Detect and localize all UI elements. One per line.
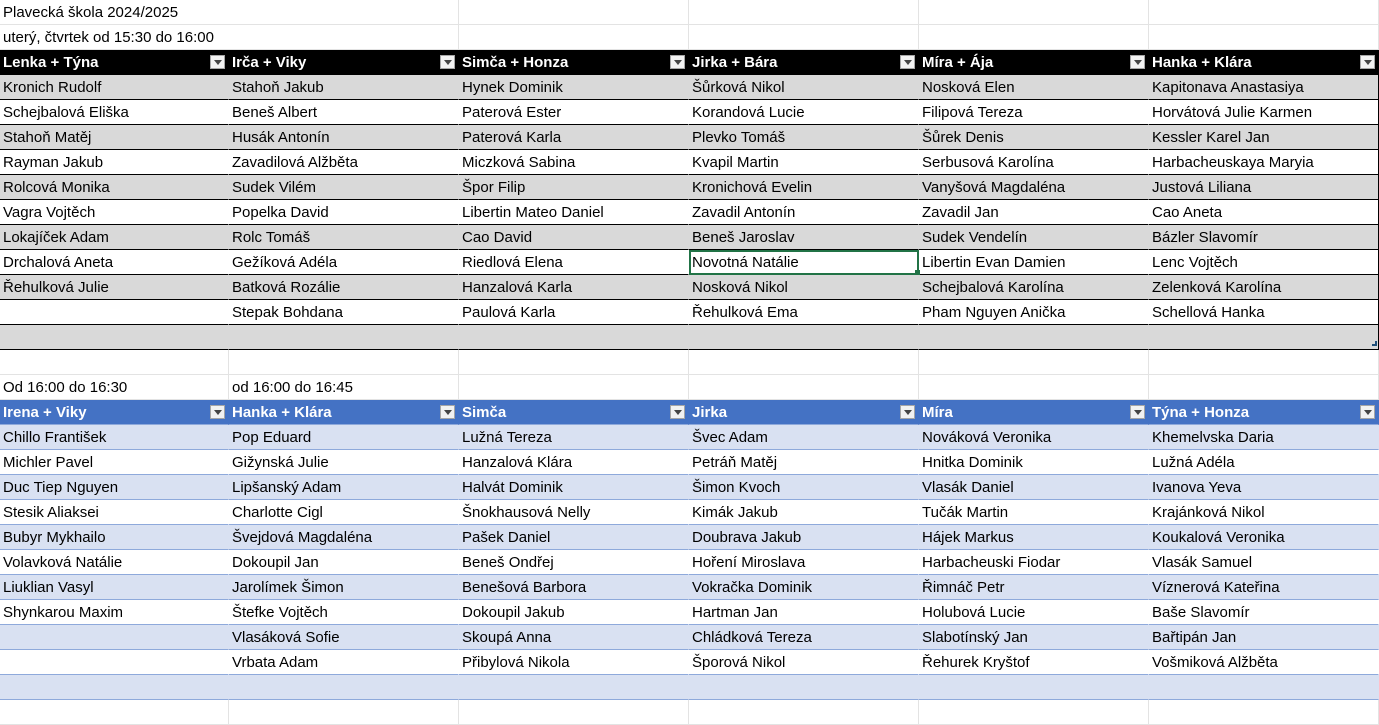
schedule-cell[interactable]: Od 16:00 do 16:30 [0, 375, 229, 400]
student-name-cell[interactable]: Vlasák Daniel [919, 475, 1149, 500]
student-name-cell[interactable]: Chillo František [0, 425, 229, 450]
filter-dropdown-icon[interactable] [1360, 405, 1375, 419]
student-name-cell[interactable]: Baše Slavomír [1149, 600, 1379, 625]
sheet-row [0, 350, 1379, 375]
student-name-cell[interactable]: Bařtipán Jan [1149, 625, 1379, 650]
sheet-row [0, 375, 1379, 400]
table-header-row [0, 400, 1379, 425]
empty-cell[interactable] [459, 375, 689, 400]
student-name-cell[interactable]: Stesik Aliaksei [0, 500, 229, 525]
student-name-cell[interactable] [229, 675, 459, 700]
student-name-cell[interactable] [0, 300, 229, 325]
student-name-cell[interactable]: Gižynská Julie [229, 450, 459, 475]
student-name-cell[interactable]: Paterová Ester [459, 100, 689, 125]
student-name-cell[interactable]: Lužná Tereza [459, 425, 689, 450]
title-cell[interactable]: Plavecká škola 2024/2025 [0, 0, 229, 25]
empty-cell[interactable] [459, 0, 689, 25]
table-row [0, 300, 1379, 325]
student-name-cell[interactable]: Batková Rozálie [229, 275, 459, 300]
empty-cell[interactable] [229, 350, 459, 375]
column-header[interactable] [1149, 50, 1379, 75]
empty-cell[interactable] [1149, 700, 1379, 725]
column-header-label: Týna + Honza [1152, 404, 1250, 421]
empty-cell[interactable] [459, 700, 689, 725]
table-row [0, 275, 1379, 300]
column-header-label: Irča + Viky [232, 54, 307, 71]
student-name-cell[interactable]: Sudek Vilém [229, 175, 459, 200]
empty-cell[interactable] [919, 375, 1149, 400]
student-name-cell[interactable]: Harbacheuski Fiodar [919, 550, 1149, 575]
student-name-cell[interactable]: Nosková Nikol [689, 275, 919, 300]
student-name-cell[interactable]: Zavadilová Alžběta [229, 150, 459, 175]
student-name-cell[interactable]: Kapitonava Anastasiya [1149, 75, 1379, 100]
student-name-cell[interactable]: Duc Tiep Nguyen [0, 475, 229, 500]
student-name-cell[interactable]: Shynkarou Maxim [0, 600, 229, 625]
student-name-cell[interactable]: Zavadil Jan [919, 200, 1149, 225]
filter-dropdown-icon[interactable] [210, 405, 225, 419]
table-row [0, 100, 1379, 125]
student-name-cell[interactable]: Hartman Jan [689, 600, 919, 625]
student-name-cell[interactable]: Petráň Matěj [689, 450, 919, 475]
student-name-cell[interactable]: Vanyšová Magdaléna [919, 175, 1149, 200]
student-name-cell[interactable] [1149, 325, 1379, 350]
student-name-cell[interactable]: Justová Liliana [1149, 175, 1379, 200]
student-name-cell[interactable]: Dokoupil Jan [229, 550, 459, 575]
student-name-cell[interactable]: Bázler Slavomír [1149, 225, 1379, 250]
table-row [0, 450, 1379, 475]
student-name-cell[interactable]: Benešová Barbora [459, 575, 689, 600]
student-name-cell[interactable]: Lokajíček Adam [0, 225, 229, 250]
student-name-cell[interactable]: Paulová Karla [459, 300, 689, 325]
student-name-cell[interactable]: Vagra Vojtěch [0, 200, 229, 225]
column-header[interactable] [919, 400, 1149, 425]
student-name-cell[interactable]: Stahoň Matěj [0, 125, 229, 150]
student-name-cell[interactable]: Skoupá Anna [459, 625, 689, 650]
student-name-cell[interactable]: Víznerová Kateřina [1149, 575, 1379, 600]
student-name-cell[interactable] [919, 675, 1149, 700]
column-header-label: Míra [922, 404, 953, 421]
column-header[interactable] [0, 50, 229, 75]
student-name-cell[interactable]: Doubrava Jakub [689, 525, 919, 550]
table-row [0, 125, 1379, 150]
empty-cell[interactable] [689, 375, 919, 400]
student-name-cell[interactable] [229, 325, 459, 350]
column-header[interactable] [229, 50, 459, 75]
student-name-cell[interactable]: Jarolímek Šimon [229, 575, 459, 600]
student-name-cell[interactable]: Korandová Lucie [689, 100, 919, 125]
student-name-cell[interactable] [689, 325, 919, 350]
column-header-label: Míra + Ája [922, 54, 994, 71]
student-name-cell[interactable]: Lužná Adéla [1149, 450, 1379, 475]
table-row [0, 150, 1379, 175]
student-name-cell[interactable]: Beneš Ondřej [459, 550, 689, 575]
column-header[interactable] [689, 400, 919, 425]
student-name-cell[interactable]: Hanzalová Klára [459, 450, 689, 475]
student-name-cell[interactable]: Kessler Karel Jan [1149, 125, 1379, 150]
student-name-cell[interactable]: Řehurek Kryštof [919, 650, 1149, 675]
student-name-cell[interactable]: Khemelvska Daria [1149, 425, 1379, 450]
student-name-cell[interactable]: Horvátová Julie Karmen [1149, 100, 1379, 125]
empty-cell[interactable] [0, 700, 229, 725]
table-row [0, 175, 1379, 200]
student-name-cell[interactable]: Chládková Tereza [689, 625, 919, 650]
column-header-label: Lenka + Týna [3, 54, 99, 71]
column-header-label: Simča [462, 404, 507, 421]
student-name-cell[interactable]: Libertin Mateo Daniel [459, 200, 689, 225]
student-name-cell[interactable]: Kronich Rudolf [0, 75, 229, 100]
student-name-cell[interactable]: Šůrek Denis [919, 125, 1149, 150]
student-name-cell[interactable]: Šimon Kvoch [689, 475, 919, 500]
column-header-label: Jirka [692, 404, 728, 421]
column-header[interactable] [0, 400, 229, 425]
selected-cell[interactable]: Novotná Natálie [689, 250, 919, 275]
student-name-cell[interactable]: Šnokhausová Nelly [459, 500, 689, 525]
student-name-cell[interactable] [1149, 675, 1379, 700]
student-name-cell[interactable]: Nosková Elen [919, 75, 1149, 100]
student-name-cell[interactable]: Přibylová Nikola [459, 650, 689, 675]
student-name-cell[interactable]: Švejdová Magdaléna [229, 525, 459, 550]
table-row [0, 600, 1379, 625]
empty-cell[interactable] [919, 350, 1149, 375]
student-name-cell[interactable] [459, 325, 689, 350]
student-name-cell[interactable]: Popelka David [229, 200, 459, 225]
student-name-cell[interactable]: Koukalová Veronika [1149, 525, 1379, 550]
table-row [0, 675, 1379, 700]
student-name-cell[interactable]: Stepak Bohdana [229, 300, 459, 325]
column-header-label: Jirka + Bára [692, 54, 778, 71]
student-name-cell[interactable]: Kimák Jakub [689, 500, 919, 525]
student-name-cell[interactable]: Pop Eduard [229, 425, 459, 450]
student-name-cell[interactable]: Sudek Vendelín [919, 225, 1149, 250]
student-name-cell[interactable]: Hoření Miroslava [689, 550, 919, 575]
student-name-cell[interactable]: Nováková Veronika [919, 425, 1149, 450]
empty-cell[interactable] [1149, 350, 1379, 375]
filter-dropdown-icon[interactable] [1130, 405, 1145, 419]
empty-cell[interactable] [919, 700, 1149, 725]
student-name-cell[interactable]: Drchalová Aneta [0, 250, 229, 275]
student-name-cell[interactable]: Paterová Karla [459, 125, 689, 150]
student-name-cell[interactable]: Libertin Evan Damien [919, 250, 1149, 275]
student-name-cell[interactable]: Volavková Natálie [0, 550, 229, 575]
student-name-cell[interactable]: Stahoň Jakub [229, 75, 459, 100]
student-name-cell[interactable]: Vlasák Samuel [1149, 550, 1379, 575]
table-row [0, 550, 1379, 575]
empty-cell[interactable] [689, 25, 919, 50]
empty-cell[interactable] [919, 0, 1149, 25]
student-name-cell[interactable]: Zavadil Antonín [689, 200, 919, 225]
student-name-cell[interactable]: Lipšanský Adam [229, 475, 459, 500]
selection-fill-handle[interactable] [915, 270, 920, 275]
student-name-cell[interactable]: Rayman Jakub [0, 150, 229, 175]
filter-dropdown-icon[interactable] [670, 405, 685, 419]
student-name-cell[interactable]: Bubyr Mykhailo [0, 525, 229, 550]
student-name-cell[interactable] [919, 325, 1149, 350]
student-name-cell[interactable] [0, 625, 229, 650]
student-name-cell[interactable]: Hynek Dominik [459, 75, 689, 100]
empty-cell[interactable] [1149, 25, 1379, 50]
student-name-cell[interactable]: Harbacheuskaya Maryia [1149, 150, 1379, 175]
empty-cell[interactable] [459, 25, 689, 50]
student-name-cell[interactable]: Švec Adam [689, 425, 919, 450]
filter-dropdown-icon[interactable] [670, 55, 685, 69]
column-header[interactable] [1149, 400, 1379, 425]
table-row [0, 650, 1379, 675]
student-name-cell[interactable] [0, 325, 229, 350]
group-table-1 [0, 50, 1379, 350]
student-name-cell[interactable]: Rolcová Monika [0, 175, 229, 200]
empty-cell[interactable] [1149, 375, 1379, 400]
student-name-cell[interactable]: Holubová Lucie [919, 600, 1149, 625]
group-table-2 [0, 400, 1379, 700]
column-header[interactable] [689, 50, 919, 75]
student-name-cell[interactable]: Ivanova Yeva [1149, 475, 1379, 500]
student-name-cell[interactable]: Cao Aneta [1149, 200, 1379, 225]
student-name-cell[interactable]: Kronichová Evelin [689, 175, 919, 200]
student-name-cell[interactable]: Plevko Tomáš [689, 125, 919, 150]
empty-cell[interactable] [689, 0, 919, 25]
student-name-cell[interactable] [459, 675, 689, 700]
table-row [0, 250, 1379, 275]
schedule-cell[interactable]: od 16:00 do 16:45 [229, 375, 459, 400]
sheet-row [0, 25, 1379, 50]
student-name-cell[interactable]: Krajánková Nikol [1149, 500, 1379, 525]
student-name-cell[interactable]: Beneš Albert [229, 100, 459, 125]
student-name-cell[interactable]: Schejbalová Eliška [0, 100, 229, 125]
student-name-cell[interactable]: Miczková Sabina [459, 150, 689, 175]
student-name-cell[interactable]: Rolc Tomáš [229, 225, 459, 250]
student-name-cell[interactable]: Cao David [459, 225, 689, 250]
filter-dropdown-icon[interactable] [1130, 55, 1145, 69]
student-name-cell[interactable]: Beneš Jaroslav [689, 225, 919, 250]
table-row [0, 225, 1379, 250]
student-name-cell[interactable]: Husák Antonín [229, 125, 459, 150]
empty-cell[interactable] [459, 350, 689, 375]
student-name-cell[interactable]: Šůrková Nikol [689, 75, 919, 100]
filter-dropdown-icon[interactable] [440, 405, 455, 419]
student-name-cell[interactable]: Štefke Vojtěch [229, 600, 459, 625]
student-name-cell[interactable]: Halvát Dominik [459, 475, 689, 500]
student-name-cell[interactable]: Zelenková Karolína [1149, 275, 1379, 300]
table-row [0, 425, 1379, 450]
filter-dropdown-icon[interactable] [440, 55, 455, 69]
sheet-row [0, 700, 1379, 725]
student-name-cell[interactable]: Vlasáková Sofie [229, 625, 459, 650]
student-name-cell[interactable]: Pham Nguyen Anička [919, 300, 1149, 325]
student-name-cell[interactable]: Gežíková Adéla [229, 250, 459, 275]
student-name-cell[interactable] [0, 650, 229, 675]
table-row [0, 500, 1379, 525]
empty-cell[interactable] [229, 25, 459, 50]
student-name-cell[interactable]: Dokoupil Jakub [459, 600, 689, 625]
student-name-cell[interactable]: Vrbata Adam [229, 650, 459, 675]
student-name-cell[interactable]: Špor Filip [459, 175, 689, 200]
student-name-cell[interactable]: Serbusová Karolína [919, 150, 1149, 175]
column-header-label: Irena + Viky [3, 404, 87, 421]
table-header-row [0, 50, 1379, 75]
student-name-cell[interactable] [0, 675, 229, 700]
student-name-cell[interactable]: Charlotte Cigl [229, 500, 459, 525]
empty-cell[interactable] [689, 350, 919, 375]
empty-cell[interactable] [229, 700, 459, 725]
empty-cell[interactable] [689, 700, 919, 725]
column-header[interactable] [919, 50, 1149, 75]
student-name-cell[interactable]: Liuklian Vasyl [0, 575, 229, 600]
column-header-label: Simča + Honza [462, 54, 569, 71]
student-name-cell[interactable]: Hájek Markus [919, 525, 1149, 550]
table-row [0, 475, 1379, 500]
student-name-cell[interactable]: Šporová Nikol [689, 650, 919, 675]
student-name-cell[interactable]: Slabotínský Jan [919, 625, 1149, 650]
student-name-cell[interactable]: Lenc Vojtěch [1149, 250, 1379, 275]
table-row [0, 325, 1379, 350]
schedule-cell[interactable]: uterý, čtvrtek od 15:30 do 16:00 [0, 25, 229, 50]
filter-dropdown-icon[interactable] [900, 405, 915, 419]
student-name-cell[interactable]: Riedlová Elena [459, 250, 689, 275]
column-header-label: Hanka + Klára [1152, 54, 1252, 71]
table-row [0, 200, 1379, 225]
empty-cell[interactable] [1149, 0, 1379, 25]
table-row [0, 575, 1379, 600]
student-name-cell[interactable]: Michler Pavel [0, 450, 229, 475]
filter-dropdown-icon[interactable] [210, 55, 225, 69]
student-name-cell[interactable]: Řehulková Julie [0, 275, 229, 300]
student-name-cell[interactable]: Kvapil Martin [689, 150, 919, 175]
filter-dropdown-icon[interactable] [900, 55, 915, 69]
student-name-cell[interactable] [689, 675, 919, 700]
empty-cell[interactable] [229, 0, 459, 25]
column-header[interactable] [459, 400, 689, 425]
table-row [0, 525, 1379, 550]
sheet-row [0, 0, 1379, 25]
table-resize-handle[interactable] [1372, 341, 1377, 346]
student-name-cell[interactable]: Schellová Hanka [1149, 300, 1379, 325]
student-name-cell[interactable]: Pašek Daniel [459, 525, 689, 550]
student-name-cell[interactable]: Schejbalová Karolína [919, 275, 1149, 300]
column-header[interactable] [459, 50, 689, 75]
empty-cell[interactable] [0, 350, 229, 375]
student-name-cell[interactable]: Tučák Martin [919, 500, 1149, 525]
table-row [0, 625, 1379, 650]
student-name-cell[interactable]: Vokračka Dominik [689, 575, 919, 600]
filter-dropdown-icon[interactable] [1360, 55, 1375, 69]
empty-cell[interactable] [919, 25, 1149, 50]
student-name-cell[interactable]: Hanzalová Karla [459, 275, 689, 300]
student-name-cell[interactable]: Hnitka Dominik [919, 450, 1149, 475]
student-name-cell[interactable]: Vošmiková Alžběta [1149, 650, 1379, 675]
student-name-cell[interactable]: Řimnáč Petr [919, 575, 1149, 600]
column-header[interactable] [229, 400, 459, 425]
column-header-label: Hanka + Klára [232, 404, 332, 421]
student-name-cell[interactable]: Řehulková Ema [689, 300, 919, 325]
table-row [0, 75, 1379, 100]
student-name-cell[interactable]: Filipová Tereza [919, 100, 1149, 125]
